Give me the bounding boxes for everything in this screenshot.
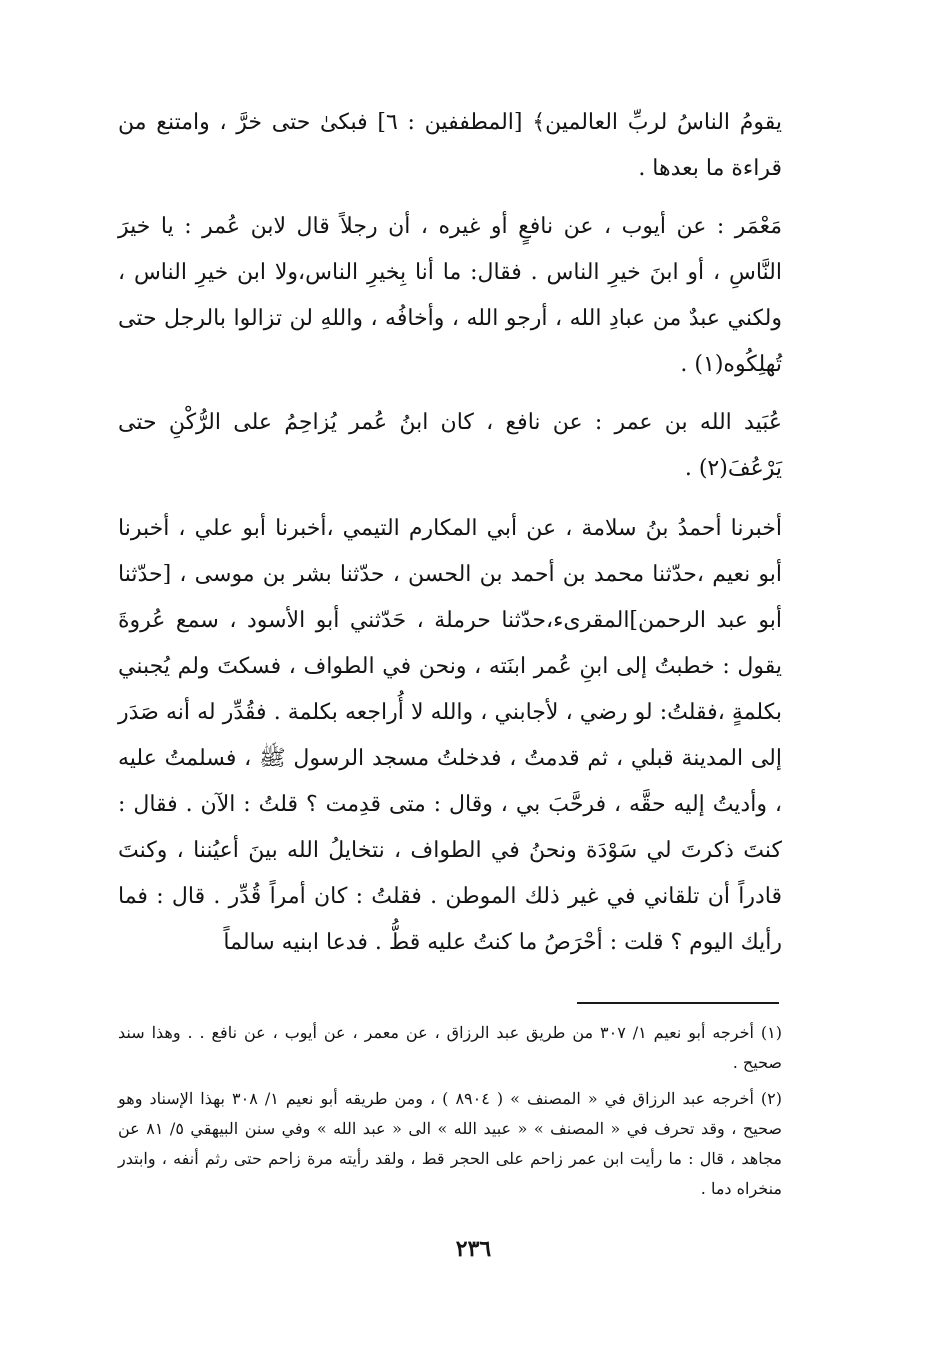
footnote-divider bbox=[577, 1002, 779, 1004]
footnote-2: (٢) أخرجه عبد الرزاق في « المصنف » ( ٨٩٠٤ ) ، ومن طريقه أبو نعيم ١/ ٣٠٨ بهذا الإسناد وهو صحيح ، وقد تحرف في « المصنف » « عبيد الله » الى « عبد الله » وفي سنن البيهقي ٥/ ٨١ عن مجاهد ، قال : ما رأيت ابن عمر زاحم على الحجر قط ، ولقد رأيته مرة زاحم حتى رثم أنفه ، وابتدر منخراه دما . bbox=[118, 1089, 783, 1198]
top-text-block bbox=[118, 100, 782, 492]
paragraph-ubaydullah-narration: عُبَيد الله بن عمر : عن نافع ، كان ابنُ عُمر يُزاحِمُ على الرُّكْنِ حتى يَرْعُفَ(٢) . bbox=[118, 410, 782, 481]
footnote-1: (١) أخرجه أبو نعيم ١/ ٣٠٧ من طريق عبد الرزاق ، عن معمر ، عن أيوب ، عن نافع . . وهذا سند صحيح . bbox=[118, 1023, 782, 1072]
paragraph-mamar-narration: مَعْمَر : عن أيوب ، عن نافعٍ أو غيره ، أن رجلاً قال لابن عُمر : يا خيرَ النَّاسِ ، أو ابنَ خيرِ الناس . فقال: ما أنا بِخيرِ الناس،ولا ابن خيرِ الناس ، ولكني عبدٌ من عبادِ الله ، أرجو الله ، وأخافُه ، واللهِ لن تزالوا بالرجل حتى تُهلِكُوه(١) . bbox=[118, 214, 782, 377]
main-text-block bbox=[118, 506, 782, 966]
footnotes-block bbox=[118, 1018, 782, 1204]
paragraph-verse-ending: يقومُ الناسُ لربِّ العالمين﴾ [المطففين : ٦] فبكىٰ حتى خرَّ ، وامتنع من قراءة ما بعدها . bbox=[118, 110, 782, 181]
paragraph-urwa-narration: أخبرنا أحمدُ بنُ سلامة ، عن أبي المكارم التيمي ،أخبرنا أبو علي ، أخبرنا أبو نعيم ،حدّثنا محمد بن أحمد بن الحسن ، حدّثنا بشر بن موسى ، [حدّثنا أبو عبد الرحمن]المقرىء،حدّثنا حرملة ، حَدّثني أبو الأسود ، سمع عُروةَ يقول : خطبتُ إلى ابنِ عُمر ابنَته ، ونحن في الطواف ، فسكتَ ولم يُجبني بكلمةٍ ،فقلتُ: لو رضي ، لأجابني ، والله لا أُراجعه بكلمة . فقُدِّر له أنه صَدَر إلى المدينة قبلي ، ثم قدمتُ ، فدخلتُ مسجد الرسول ﷺ ، فسلمتُ عليه ، وأديتُ إليه حقَّه ، فرحَّبَ بي ، وقال : متى قدِمت ؟ قلتُ : الآن . فقال : كنتَ ذكرتَ لي سَوْدَة ونحنُ في الطواف ، نتخايلُ الله بينَ أعيُننا ، وكنتَ قادراً أن تلقاني في غير ذلك الموطن . فقلتُ : كان أمراً قُدِّر . قال : فما رأيك اليوم ؟ قلت : أحْرَصُ ما كنتُ عليه قطُّ . فدعا ابنيه سالماً bbox=[118, 516, 782, 955]
page-number: ٢٣٦ bbox=[455, 1236, 492, 1262]
